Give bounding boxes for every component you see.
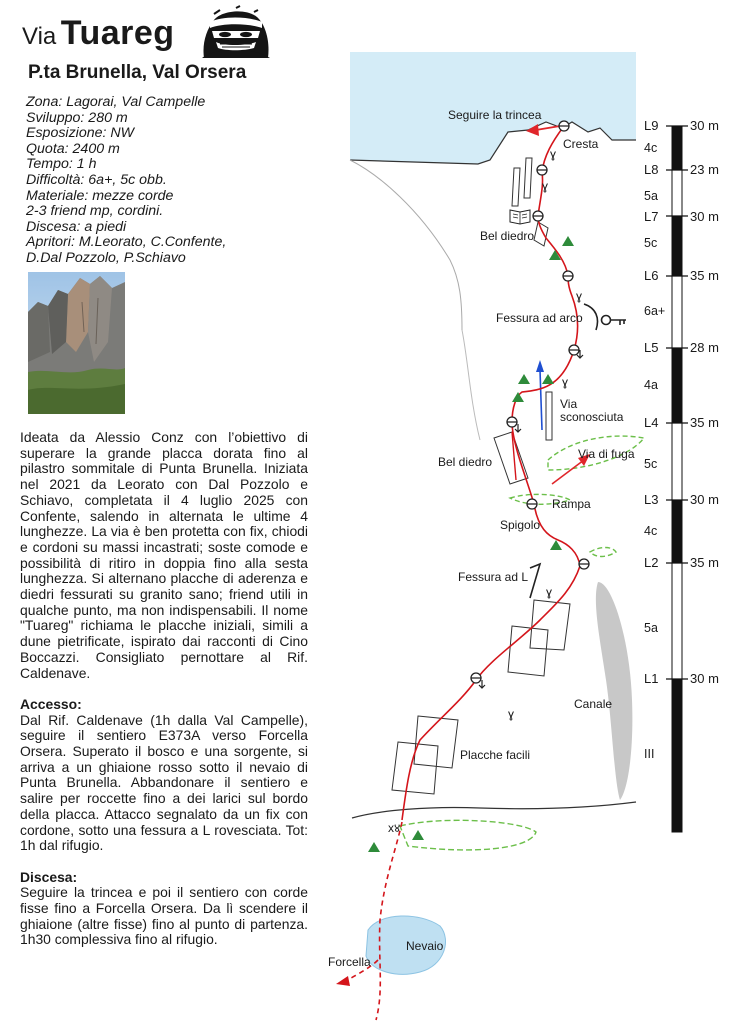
- label-via-fuga: Via di fuga: [578, 447, 635, 461]
- label-via-sconosciuta-2: sconosciuta: [560, 410, 624, 424]
- scale-segment: [672, 348, 682, 423]
- label-bel-diedro-top: Bel diedro: [480, 229, 535, 243]
- svg-text:ɣ: ɣ: [550, 147, 557, 161]
- pitch-grade: 4a: [644, 378, 658, 392]
- base-line: [352, 802, 636, 818]
- pitch-grade: 5a: [644, 621, 658, 635]
- pitch-length: 35 m: [690, 415, 719, 430]
- pitch-label: L1: [644, 671, 659, 686]
- label-fessura-l: Fessura ad L: [458, 570, 529, 584]
- label-canale: Canale: [574, 697, 613, 711]
- title-route-name: Tuareg: [60, 14, 175, 52]
- label-nevaio: Nevaio: [406, 939, 444, 953]
- key-icon: [602, 316, 627, 326]
- route-subtitle: P.ta Brunella, Val Orsera: [28, 62, 247, 83]
- pitch-grade: 4c: [644, 524, 658, 538]
- descent-heading: Discesa:: [20, 868, 78, 885]
- via-fuga-line: [552, 460, 584, 484]
- scale-segment: [672, 679, 682, 832]
- pitch-length: 30 m: [690, 118, 719, 133]
- info-line: Discesa: a piedi: [26, 218, 127, 235]
- pitch-length: 30 m: [690, 209, 719, 224]
- svg-text:ɣ: ɣ: [576, 289, 583, 303]
- pitch-scale: [644, 118, 719, 832]
- via-sconosciuta-line: [540, 370, 542, 430]
- pitch-label: L8: [644, 162, 659, 177]
- canale-shape: [596, 582, 633, 800]
- label-fessura-arco: Fessura ad arco: [496, 311, 583, 325]
- pitch-length: 35 m: [690, 268, 719, 283]
- grass-patch-3: [590, 548, 616, 557]
- info-line: Esposizione: NW: [26, 125, 135, 142]
- scale-segment: [672, 216, 682, 276]
- rock-contour: [350, 160, 462, 330]
- descent-text: Seguire la trincea e poi il sentiero con corde fisse fino a Forcella Orsera. Da lì scendere il ghiaione (altre fisse) fino al punto di partenza. 1h30 complessiva fino al rifugio.: [20, 884, 308, 948]
- info-line: Tempo: 1 h: [26, 156, 97, 173]
- label-cresta: Cresta: [563, 137, 599, 151]
- scale-segment: [672, 563, 682, 679]
- pitch-length: 30 m: [690, 671, 719, 686]
- info-line: Quota: 2400 m: [26, 140, 120, 157]
- rock-contour-2: [462, 330, 480, 440]
- pitch-length: 30 m: [690, 492, 719, 507]
- pitch-grade: 5c: [644, 236, 658, 250]
- scale-segment: [672, 500, 682, 563]
- slab-outlines: [392, 158, 570, 794]
- svg-text:ɣ: ɣ: [546, 585, 553, 599]
- label-forcella: Forcella: [328, 955, 371, 969]
- via-sconosciuta-arrow: [536, 360, 544, 372]
- info-line: Difficoltà: 6a+, 5c obb.: [26, 171, 167, 188]
- label-bel-diedro-mid: Bel diedro: [438, 455, 493, 469]
- pitch-label: L5: [644, 340, 659, 355]
- pitch-grade: 6a+: [644, 304, 666, 318]
- pitch-label: L6: [644, 268, 659, 283]
- pitch-grade: III: [644, 747, 655, 761]
- scale-segment: [672, 276, 682, 348]
- pitch-length: 23 m: [690, 162, 719, 177]
- scale-segment: [672, 126, 682, 170]
- label-spigolo: Spigolo: [500, 518, 541, 532]
- pitch-label: L4: [644, 415, 659, 430]
- diedro-marks: [494, 222, 552, 484]
- label-via-sconosciuta-1: Via: [560, 397, 578, 411]
- trincea-line: [536, 126, 560, 130]
- scale-segment: [672, 423, 682, 500]
- arch-crack: [584, 304, 598, 330]
- access-text: Dal Rif. Caldenave (1h dalla Val Campelle), seguire il sentiero E373A verso Forcella Orsera. Superato il bosco e una sorgente, si arriva a un ghiaione rosso sotto il nevaio di Punta Brunella. Abbandonare il sentiero e salire per roccette fino a dei larici sul bordo della placca. Attacco segnalato da un fix con cordone, sotto una fessura a L rovesciata. Tot: 1h dal rifugio.: [20, 711, 308, 854]
- pitch-label: L9: [644, 118, 659, 133]
- info-line: Apritori: M.Leorato, C.Confente,: [26, 234, 227, 251]
- pitch-length: 35 m: [690, 555, 719, 570]
- pitch-length: 28 m: [690, 340, 719, 355]
- pitch-grade: 5c: [644, 457, 658, 471]
- title-via-word: Via: [22, 23, 57, 50]
- pitch-grade: 5a: [644, 189, 658, 203]
- label-trincea: Seguire la trincea: [448, 108, 542, 122]
- info-line: 2-3 friend mp, cordini.: [26, 203, 164, 220]
- access-heading: Accesso:: [20, 695, 82, 712]
- info-line: D.Dal Pozzolo, P.Schiavo: [26, 249, 186, 266]
- svg-text:ɣ: ɣ: [562, 375, 569, 389]
- book-icon: [510, 210, 530, 224]
- pitch-label: L2: [644, 555, 659, 570]
- info-line: Zona: Lagorai, Val Campelle: [26, 94, 206, 110]
- pitch-grade: 4c: [644, 141, 658, 155]
- info-line: Materiale: mezze corde: [26, 187, 174, 204]
- description-text: Ideata da Alessio Conz con l’obiettivo di superare la grande placca dorata fino al pilastro sommitale di Punta Brunella. Iniziata nel 2021 da Leorato con Dal Pozzolo e Schiavo, completata il 4 luglio 2025 con Confente, salendo in alternata le ultime 4 lunghezze. La via è ben protetta con fix, chiodi e cordoni su massi incastrati; soste comode e possibilità di ritiro in doppia fino alla sesta lunghezza. Si alternano placche di aderenza e diedri fessurati su granito sano; friend utili in qualche punto, ma non indispensabili. Il nome "Tuareg" richiama le placche iniziali, simili a dune pietrificate, ispirato dai racconti di Cino Boccazzi. Consigliato pernottare al Rif. Caldenave.: [20, 429, 308, 681]
- label-attacco: x४: [388, 821, 401, 835]
- label-placche-facili: Placche facili: [460, 748, 531, 762]
- l-crack: [530, 564, 540, 598]
- svg-text:ɣ: ɣ: [508, 707, 515, 721]
- pitch-label: L3: [644, 492, 659, 507]
- scale-segment: [672, 170, 682, 216]
- label-rampa: Rampa: [552, 497, 591, 511]
- pitch-label: L7: [644, 209, 659, 224]
- svg-text:ɣ: ɣ: [542, 179, 549, 193]
- info-line: Sviluppo: 280 m: [26, 109, 128, 126]
- descent-arrow: [336, 976, 350, 986]
